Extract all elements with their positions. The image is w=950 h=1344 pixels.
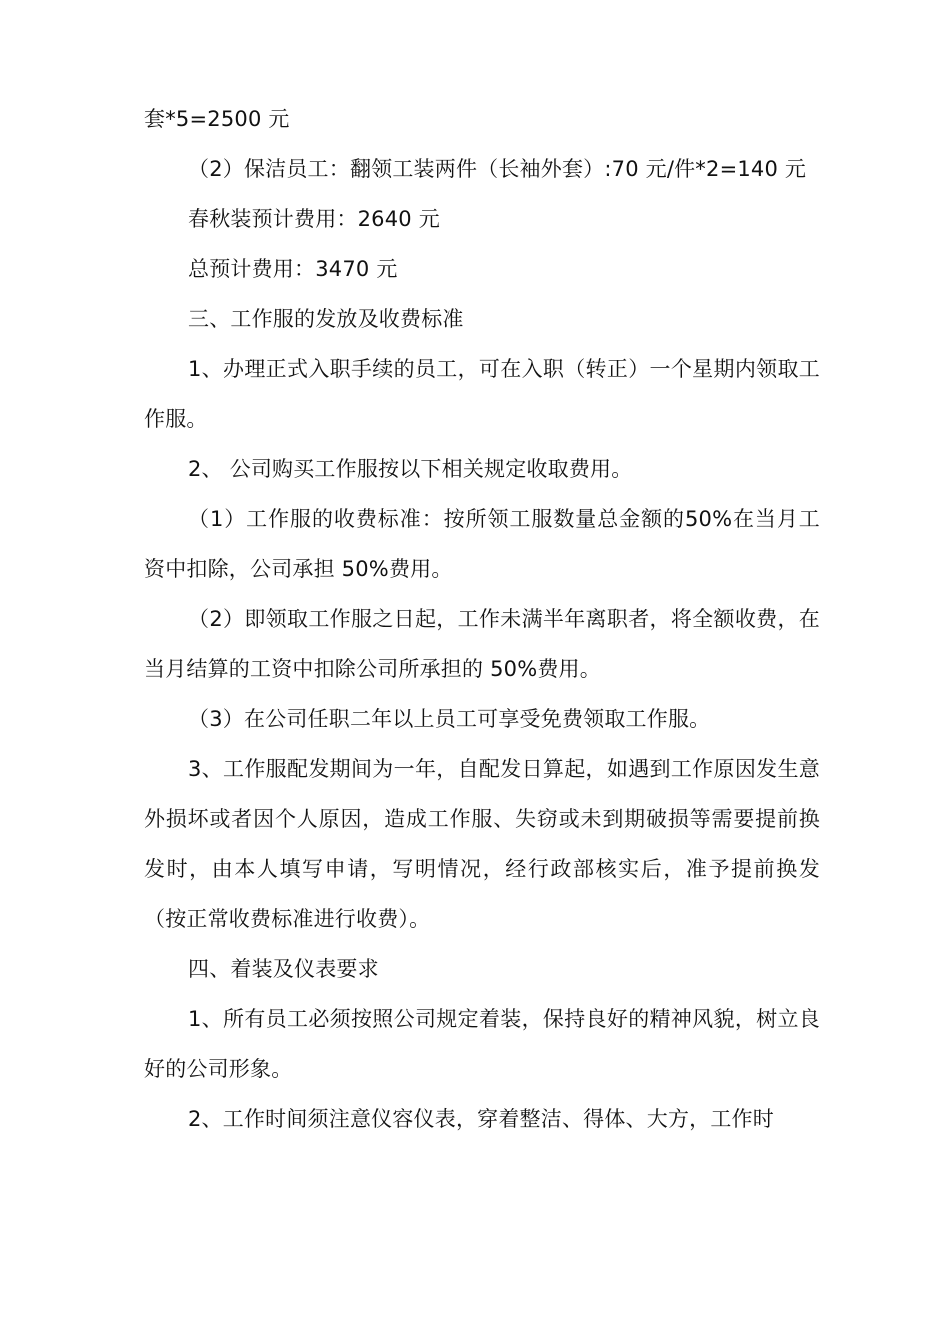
document-body	[144, 94, 820, 1144]
paragraph-spring-autumn-cost: 春秋装预计费用：2640 元	[188, 207, 440, 231]
paragraph-rule-3: 3、工作服配发期间为一年，自配发日算起，如遇到工作原因发生意外损坏或者因个人原因，造成工作服、失窃或未到期破损等需要提前换发时，由本人填写申请，写明情况，经行政部核实后，准予提前换发（按正常收费标准进行收费）。	[144, 757, 820, 931]
paragraph-dress-rule-1: 1、所有员工必须按照公司规定着装，保持良好的精神风貌，树立良好的公司形象。	[144, 1007, 820, 1081]
paragraph-rule-2-1: （1）工作服的收费标准：按所领工服数量总金额的50%在当月工资中扣除，公司承担 50%费用。	[144, 507, 820, 581]
section-heading-distribution-fees: 三、工作服的发放及收费标准	[188, 307, 464, 331]
paragraph-total-cost: 总预计费用：3470 元	[188, 257, 398, 281]
paragraph-dress-rule-2: 2、工作时间须注意仪容仪表，穿着整洁、得体、大方，工作时	[188, 1107, 774, 1131]
paragraph-cleaning-staff-uniform: （2）保洁员工：翻领工装两件（长袖外套）:70 元/件*2=140 元	[188, 157, 807, 181]
section-heading-dress-code: 四、着装及仪表要求	[188, 957, 379, 981]
paragraph-rule-2: 2、 公司购买工作服按以下相关规定收取费用。	[188, 457, 633, 481]
paragraph-continued-line: 套*5=2500 元	[144, 107, 290, 131]
paragraph-rule-2-2: （2）即领取工作服之日起，工作未满半年离职者，将全额收费，在当月结算的工资中扣除公司所承担的 50%费用。	[144, 607, 820, 681]
paragraph-rule-2-3: （3）在公司任职二年以上员工可享受免费领取工作服。	[188, 707, 711, 731]
paragraph-rule-1: 1、办理正式入职手续的员工，可在入职（转正）一个星期内领取工作服。	[144, 357, 820, 431]
